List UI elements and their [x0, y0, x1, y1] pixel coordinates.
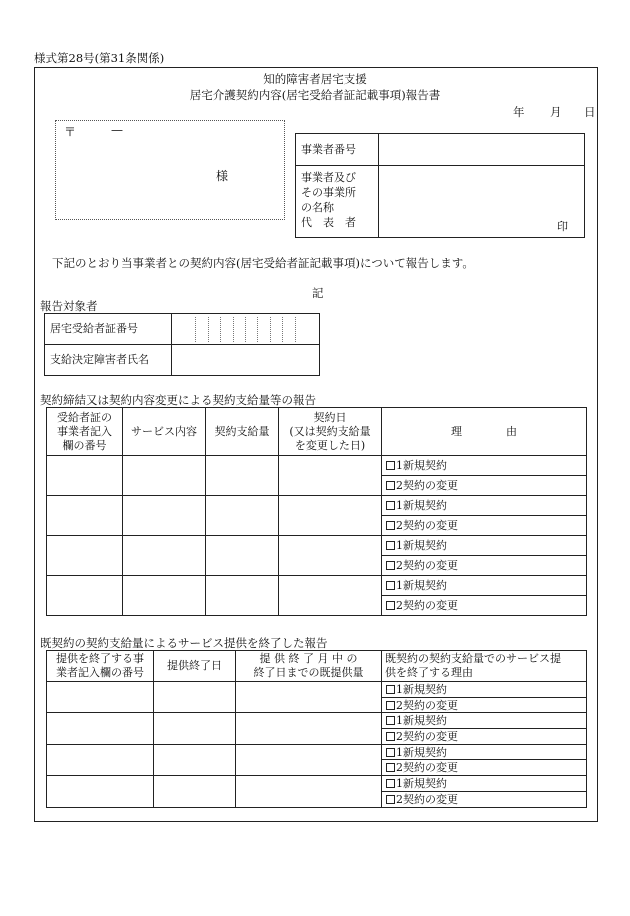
end-reason-option[interactable] [382, 697, 587, 713]
end-cell[interactable] [236, 682, 382, 713]
ki-label: 記 [312, 286, 324, 300]
postal-mark: 〒 [64, 125, 77, 139]
contract-cell[interactable] [47, 536, 123, 576]
contract-reason-option[interactable] [382, 596, 587, 616]
reason-label: 2契約の変更 [396, 729, 458, 743]
end-row [47, 744, 587, 760]
reason-label: 2契約の変更 [396, 478, 458, 492]
reason-label: 2契約の変更 [396, 558, 458, 572]
contract-reason-option[interactable] [382, 576, 587, 596]
form-title-line1: 知的障害者居宅支援 [263, 72, 367, 86]
end-cell[interactable] [154, 776, 236, 807]
end-cell[interactable] [47, 682, 154, 713]
contract-cell[interactable] [206, 576, 279, 616]
contract-cell[interactable] [123, 576, 206, 616]
contract-cell[interactable] [123, 536, 206, 576]
col-header-amount: 契約支給量 [206, 408, 279, 456]
business-name-field[interactable] [379, 166, 585, 238]
contract-cell[interactable] [206, 496, 279, 536]
checkbox-icon[interactable] [386, 501, 395, 510]
target-section-heading: 報告対象者 [40, 299, 98, 313]
contract-reason-option[interactable] [382, 536, 587, 556]
reason-label: 2契約の変更 [396, 698, 458, 712]
contract-reason-option[interactable] [382, 556, 587, 576]
contract-cell[interactable] [279, 536, 382, 576]
checkbox-icon[interactable] [386, 763, 395, 772]
checkbox-icon[interactable] [386, 795, 395, 804]
date-day: 日 [584, 105, 596, 119]
end-reason-option[interactable] [382, 776, 587, 792]
contract-row [47, 576, 587, 596]
contract-reason-option[interactable] [382, 516, 587, 536]
end-row [47, 713, 587, 729]
reason-label: 1新規契約 [396, 458, 447, 472]
end-cell[interactable] [154, 682, 236, 713]
reason-label: 1新規契約 [396, 714, 447, 728]
checkbox-icon[interactable] [386, 541, 395, 550]
contract-cell[interactable] [123, 456, 206, 496]
contract-row [47, 536, 587, 556]
end-row [47, 682, 587, 698]
date-month: 月 [550, 105, 562, 119]
contract-row [47, 456, 587, 476]
seal-mark: 印 [557, 220, 568, 233]
col-header-end-date: 提供終了日 [154, 651, 236, 682]
contract-cell[interactable] [279, 456, 382, 496]
reason-label: 2契約の変更 [396, 598, 458, 612]
end-reason-option[interactable] [382, 682, 587, 698]
reason-label: 2契約の変更 [396, 518, 458, 532]
reason-label: 1新規契約 [396, 538, 447, 552]
end-service-table [46, 650, 587, 808]
end-section-heading: 既契約の契約支給量によるサービス提供を終了した報告 [40, 636, 328, 650]
end-cell[interactable] [47, 776, 154, 807]
business-name-label: 事業者及び その事業所 の名称 代 表 者 [296, 166, 379, 238]
checkbox-icon[interactable] [386, 779, 395, 788]
contract-cell[interactable] [47, 576, 123, 616]
form-title-line2: 居宅介護契約内容(居宅受給者証記載事項)報告書 [189, 88, 441, 102]
contract-reason-option[interactable] [382, 476, 587, 496]
business-number-label: 事業者番号 [296, 134, 379, 166]
end-cell[interactable] [47, 744, 154, 775]
reason-label: 1新規契約 [396, 498, 447, 512]
contract-cell[interactable] [206, 456, 279, 496]
end-cell[interactable] [236, 776, 382, 807]
checkbox-icon[interactable] [386, 685, 395, 694]
business-number-field[interactable] [379, 134, 585, 166]
contract-cell[interactable] [206, 536, 279, 576]
recipient-name-label: 支給決定障害者氏名 [45, 345, 172, 376]
contract-cell[interactable] [279, 496, 382, 536]
representative-label: 代 表 者 [301, 216, 356, 229]
target-table [44, 313, 320, 376]
lead-text: 下記のとおり当事業者との契約内容(居宅受給者証記載事項)について報告します。 [52, 256, 474, 270]
checkbox-icon[interactable] [386, 561, 395, 570]
reason-label: 1新規契約 [396, 578, 447, 592]
honorific-sama: 様 [216, 169, 229, 183]
col-header-service: サービス内容 [123, 408, 206, 456]
reason-label: 1新規契約 [396, 745, 447, 759]
reason-label: 1新規契約 [396, 776, 447, 790]
checkbox-icon[interactable] [386, 732, 395, 741]
reason-label: 1新規契約 [396, 682, 447, 696]
end-cell[interactable] [47, 713, 154, 744]
contract-cell[interactable] [47, 456, 123, 496]
col-header-contract-date: 契約日 (又は契約支給量 を変更した日) [279, 408, 382, 456]
contract-reason-option[interactable] [382, 496, 587, 516]
end-reason-option[interactable] [382, 729, 587, 745]
end-reason-option[interactable] [382, 713, 587, 729]
contract-row [47, 496, 587, 516]
end-cell[interactable] [236, 744, 382, 775]
checkbox-icon[interactable] [386, 521, 395, 530]
cert-number-label: 居宅受給者証番号 [45, 314, 172, 345]
form-number-label: 様式第28号(第31条関係) [34, 51, 165, 65]
col-header-number: 受給者証の 事業者記入 欄の番号 [47, 408, 123, 456]
checkbox-icon[interactable] [386, 481, 395, 490]
date-year: 年 [513, 105, 525, 119]
contract-cell[interactable] [123, 496, 206, 536]
recipient-name-field[interactable] [172, 345, 320, 376]
reason-label: 2契約の変更 [396, 761, 458, 775]
col-header-reason: 理 由 [382, 408, 587, 456]
end-reason-option[interactable] [382, 744, 587, 760]
checkbox-icon[interactable] [386, 461, 395, 470]
contract-cell[interactable] [279, 576, 382, 616]
col-header-provided-amount: 提 供 終 了 月 中 の 終了日までの既提供量 [236, 651, 382, 682]
end-row [47, 776, 587, 792]
postal-dash: — [111, 123, 123, 137]
contract-table [46, 407, 587, 616]
checkbox-icon[interactable] [386, 701, 395, 710]
contract-cell[interactable] [47, 496, 123, 536]
end-cell[interactable] [154, 744, 236, 775]
checkbox-icon[interactable] [386, 581, 395, 590]
col-header-end-reason: 既契約の契約支給量でのサービス提 供を終了する理由 [382, 651, 587, 682]
reason-label: 2契約の変更 [396, 792, 458, 806]
checkbox-icon[interactable] [386, 748, 395, 757]
col-header-end-number: 提供を終了する事 業者記入欄の番号 [47, 651, 154, 682]
address-box[interactable] [55, 120, 285, 220]
end-cell[interactable] [236, 713, 382, 744]
checkbox-icon[interactable] [386, 716, 395, 725]
contract-section-heading: 契約締結又は契約内容変更による契約支給量等の報告 [40, 393, 316, 407]
contract-reason-option[interactable] [382, 456, 587, 476]
checkbox-icon[interactable] [386, 601, 395, 610]
end-reason-option[interactable] [382, 760, 587, 776]
end-reason-option[interactable] [382, 791, 587, 807]
business-info-table [295, 133, 585, 238]
cert-number-field[interactable] [172, 314, 320, 345]
end-cell[interactable] [154, 713, 236, 744]
